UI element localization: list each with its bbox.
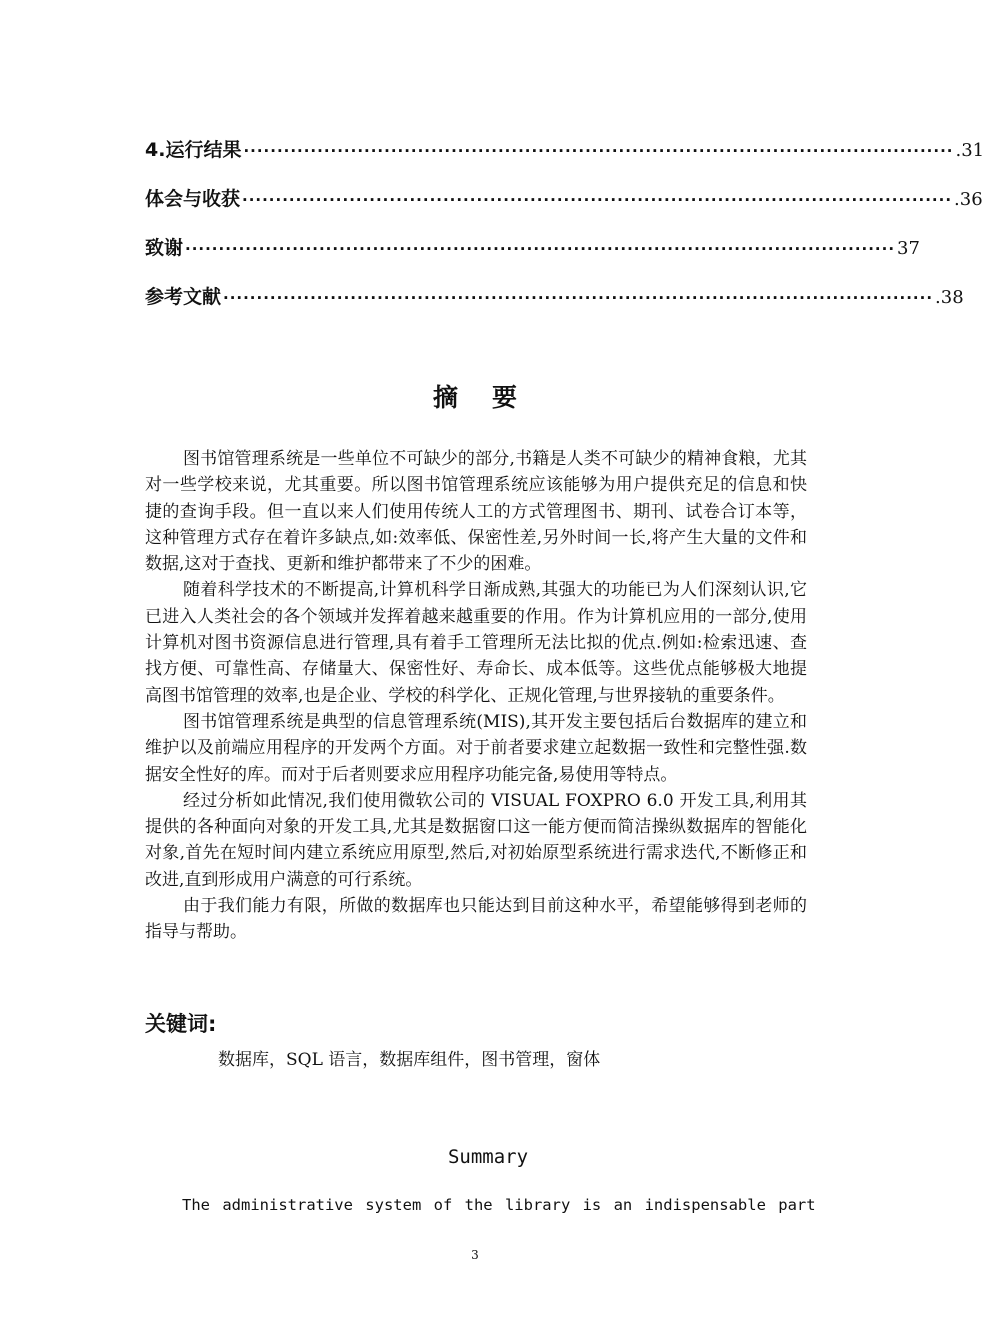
- toc-leader-dots: ··········································································································: [223, 289, 934, 307]
- keywords-label: 关键词:: [145, 1012, 217, 1036]
- summary-first-line: The administrative system of the library is an indispensable part: [182, 1196, 816, 1214]
- abstract-paragraph: 由于我们能力有限，所做的数据库也只能达到目前这种水平，希望能够得到老师的指导与帮助。: [145, 896, 807, 943]
- toc-entry[interactable]: [145, 282, 964, 331]
- toc-entry-title: 体会与收获: [145, 188, 241, 210]
- toc-entry-title: 4.运行结果: [145, 139, 242, 161]
- toc-entry[interactable]: [145, 184, 983, 233]
- abstract-heading: 摘要: [432, 383, 551, 412]
- summary-heading: Summary: [447, 1146, 529, 1168]
- page-number: 3: [471, 1248, 479, 1262]
- toc-entry-title: 致谢: [145, 237, 184, 259]
- abstract-paragraph: 图书馆管理系统是一些单位不可缺少的部分,书籍是人类不可缺少的精神食粮，尤其对一些学校来说，尤其重要。所以图书馆管理系统应该能够为用户提供充足的信息和快捷的查询手段。但一直以来人们使用传统人工的方式管理图书、期刊、试卷合订本等，这种管理方式存在着许多缺点,如:效率低、保密性差,另外时间一长,将产生大量的文件和数据,这对于查找、更新和维护都带来了不少的困难。: [145, 449, 807, 575]
- abstract-body: [145, 446, 807, 946]
- abstract-paragraph: 随着科学技术的不断提高,计算机科学日渐成熟,其强大的功能已为人们深刻认识,它已进入人类社会的各个领域并发挥着越来越重要的作用。作为计算机应用的一部分,使用计算机对图书资源信息进行管理,具有着手工管理所无法比拟的优点.例如:检索迅速、查找方便、可靠性高、存储量大、保密性好、寿命长、成本低等。这些优点能够极大地提高图书馆管理的效率,也是企业、学校的科学化、正规化管理,与世界接轨的重要条件。: [145, 580, 807, 706]
- abstract-paragraph: 图书馆管理系统是典型的信息管理系统(MIS),其开发主要包括后台数据库的建立和维护以及前端应用程序的开发两个方面。对于前者要求建立起数据一致性和完整性强.数据安全性好的库。而对于后者则要求应用程序功能完备,易使用等特点。: [145, 711, 807, 785]
- toc-entry-page: 37: [897, 238, 920, 259]
- abstract-paragraph: 经过分析如此情况,我们使用微软公司的 VISUAL FOXPRO 6.0 开发工具,利用其提供的各种面向对象的开发工具,尤其是数据窗口这一能方便而简洁操纵数据库的智能化对象,首先在短时间内建立系统应用原型,然后,对初始原型系统进行需求迭代,不断修正和改进,直到形成用户满意的可行系统。: [145, 790, 807, 890]
- toc-entry-page: .31: [955, 140, 984, 161]
- toc-entry[interactable]: [145, 135, 984, 184]
- keywords-text: 数据库，SQL 语言，数据库组件，图书管理，窗体: [218, 1050, 601, 1070]
- toc-entry-page: .36: [954, 189, 983, 210]
- toc-leader-dots: ··········································································································: [185, 240, 896, 258]
- toc-entry-page: .38: [935, 287, 964, 308]
- table-of-contents: [145, 135, 984, 331]
- toc-leader-dots: ··········································································································: [243, 142, 954, 160]
- toc-entry[interactable]: [145, 233, 920, 282]
- toc-leader-dots: ··········································································································: [242, 191, 953, 209]
- toc-entry-title: 参考文献: [145, 286, 222, 308]
